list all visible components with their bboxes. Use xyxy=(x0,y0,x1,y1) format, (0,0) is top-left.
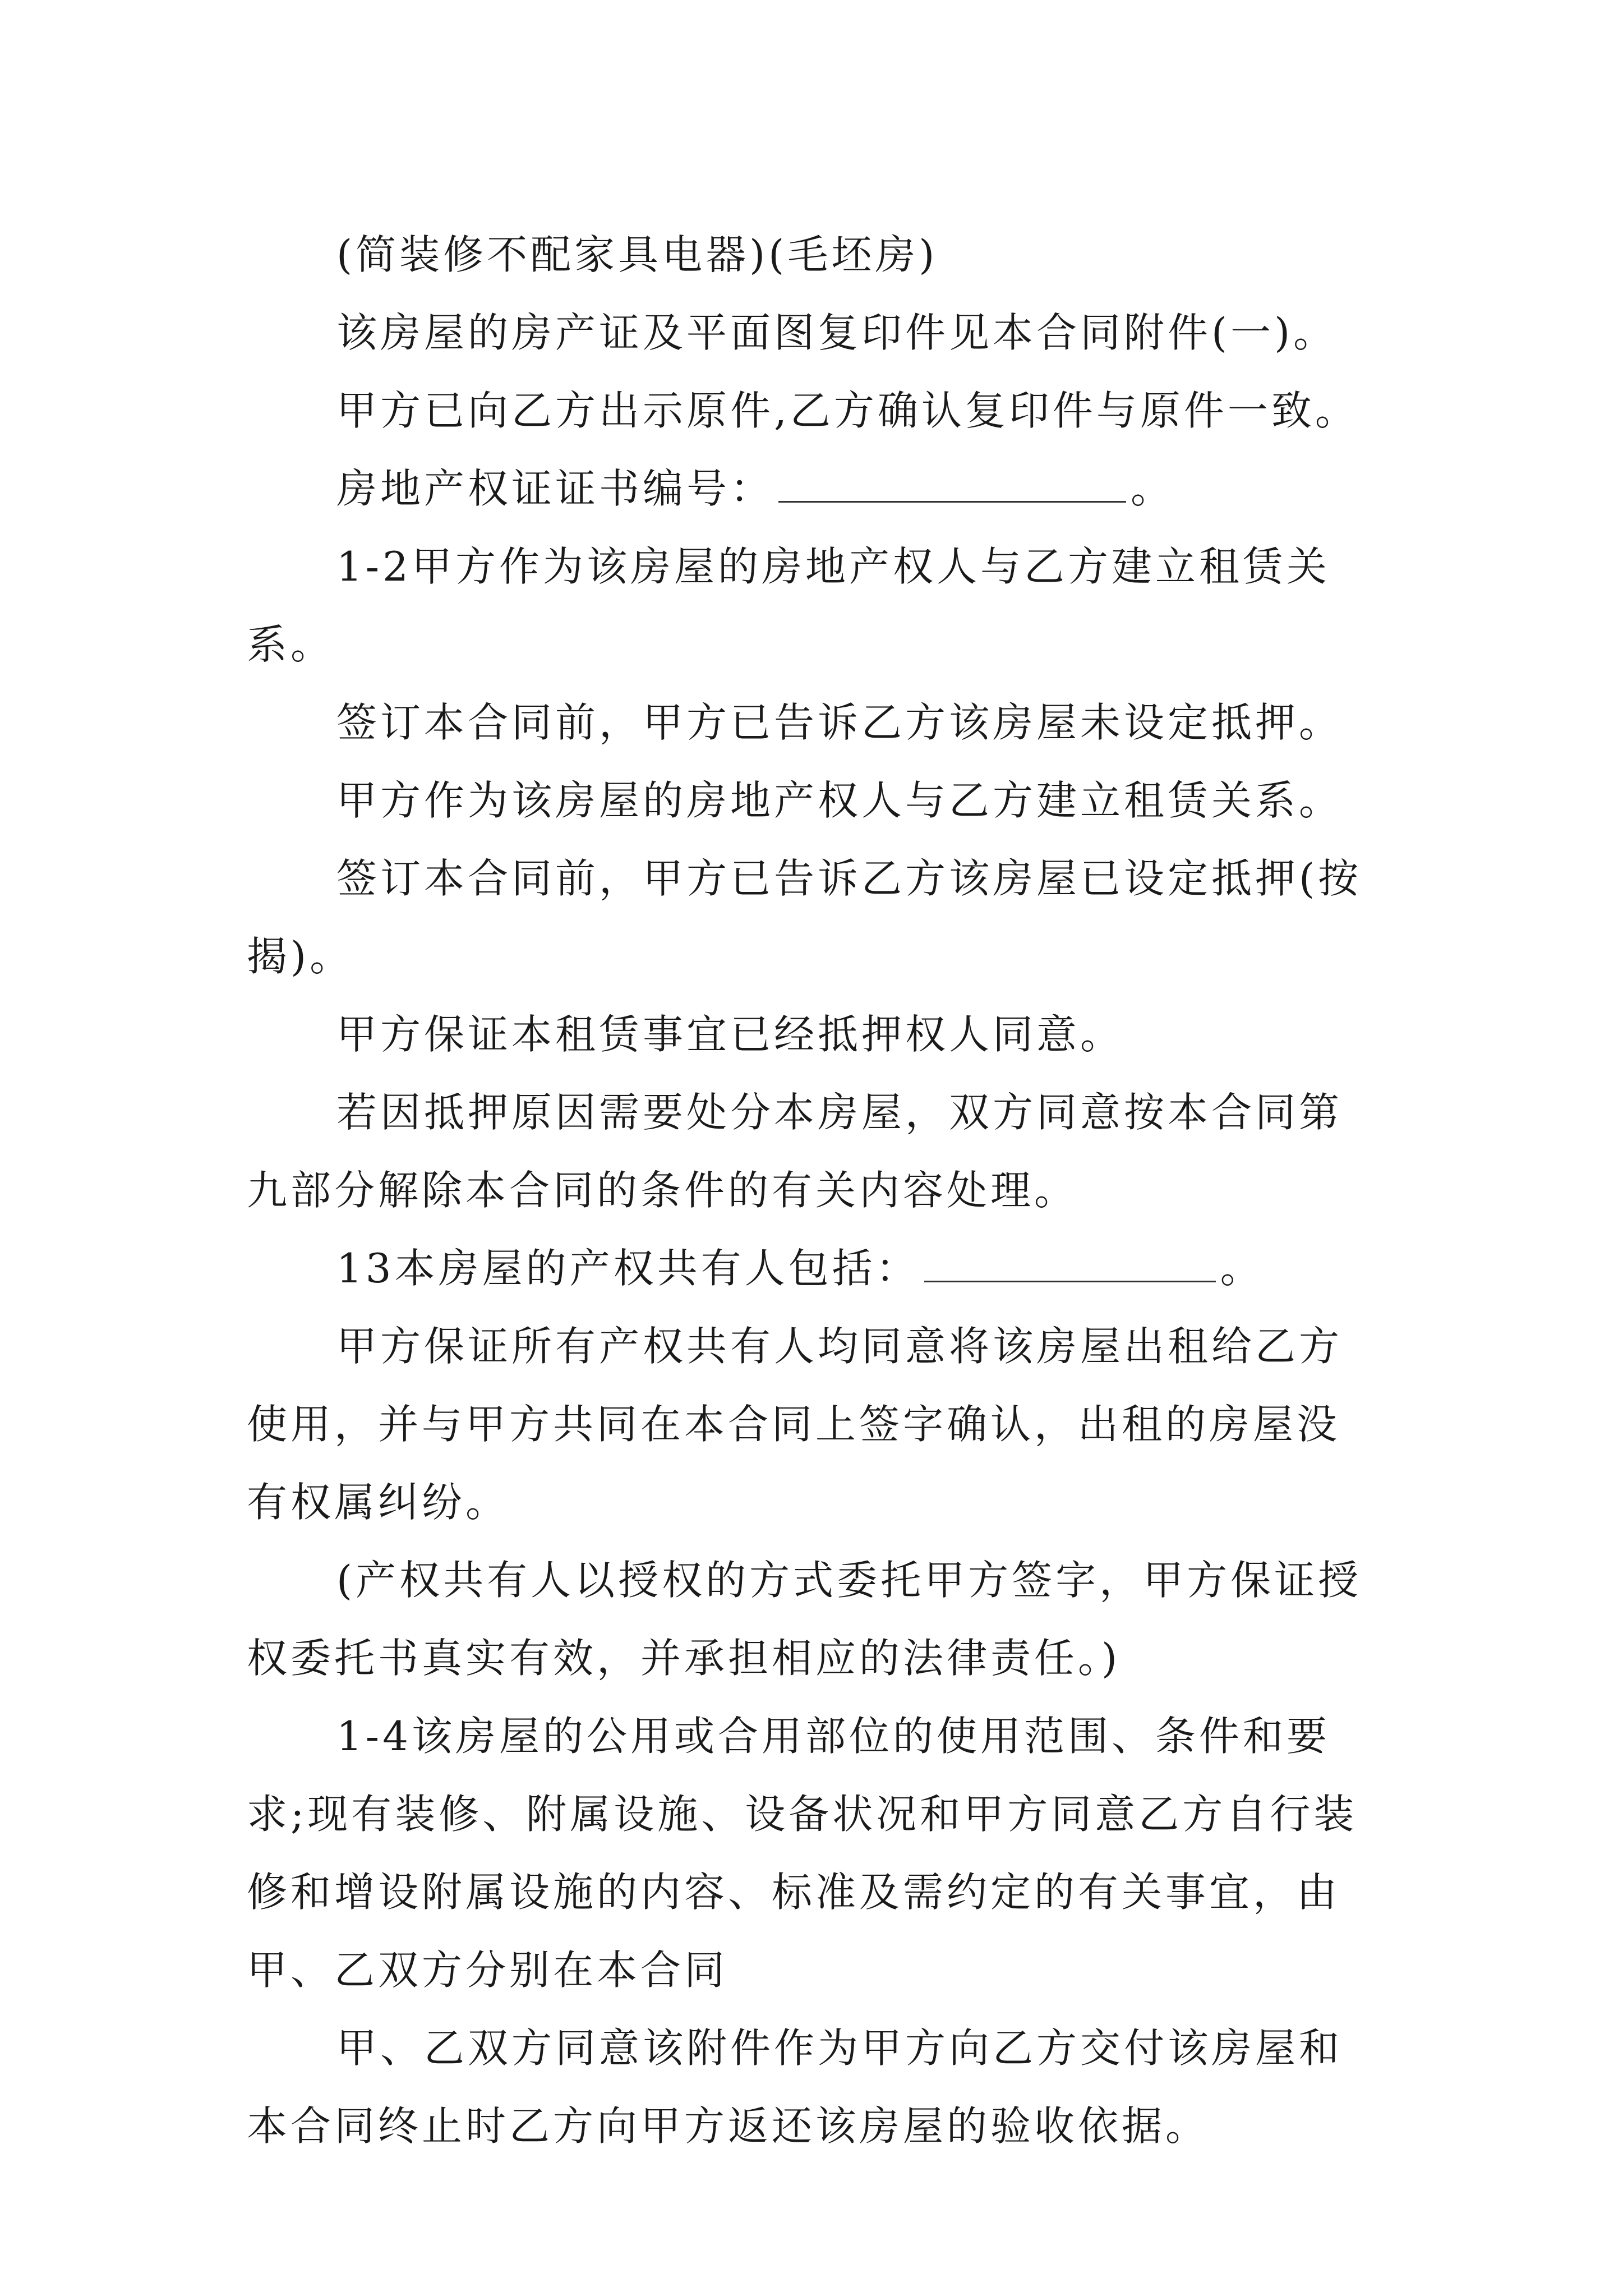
paragraph: 若因抵押原因需要处分本房屋，双方同意按本合同第九部分解除本合同的条件的有关内容处理。 xyxy=(247,1089,1343,1214)
cert-number-end: 。 xyxy=(1131,465,1175,512)
paragraph: 甲方作为该房屋的房地产权人与乙方建立租赁关系。 xyxy=(336,777,1343,824)
co-owners-label: 13本房屋的产权共有人包括： xyxy=(336,1245,920,1292)
paragraph: (简装修不配家具电器)(毛坯房) xyxy=(336,231,938,278)
paragraph: 签订本合同前，甲方已告诉乙方该房屋未设定抵押。 xyxy=(336,699,1343,746)
cert-number-blank xyxy=(778,464,1126,503)
paragraph: 甲方已向乙方出示原件,乙方确认复印件与原件一致。 xyxy=(336,387,1359,434)
paragraph: 甲方保证本租赁事宜已经抵押权人同意。 xyxy=(336,1011,1124,1058)
paragraph: 该房屋的房产证及平面图复印件见本合同附件(一)。 xyxy=(336,309,1338,356)
co-owners-end: 。 xyxy=(1220,1245,1264,1292)
co-owners-blank xyxy=(924,1244,1216,1282)
paragraph: 签订本合同前，甲方已告诉乙方该房屋已设定抵押(按揭)。 xyxy=(247,855,1362,980)
paragraph: 甲方保证所有产权共有人均同意将该房屋出租给乙方使用，并与甲方共同在本合同上签字确认，出租的房屋没有权属纠纷。 xyxy=(247,1323,1343,1526)
document-body xyxy=(247,216,1380,2165)
paragraph: 1-2甲方作为该房屋的房地产权人与乙方建立租赁关系。 xyxy=(247,543,1330,668)
paragraph: 1-4该房屋的公用或合用部位的使用范围、条件和要求;现有装修、附属设施、设备状况和甲方同意乙方自行装修和增设附属设施的内容、标准及需约定的有关事宜，由甲、乙双方分别在本合同 xyxy=(247,1713,1358,1994)
paragraph: 甲、乙双方同意该附件作为甲方向乙方交付该房屋和本合同终止时乙方向甲方返还该房屋的验收依据。 xyxy=(247,2024,1343,2150)
cert-number-line xyxy=(247,450,1380,528)
co-owners-line xyxy=(247,1230,1380,1308)
paragraph: (产权共有人以授权的方式委托甲方签字，甲方保证授权委托书真实有效，并承担相应的法律责任。) xyxy=(247,1557,1362,1682)
cert-number-label: 房地产权证证书编号： xyxy=(336,465,774,512)
